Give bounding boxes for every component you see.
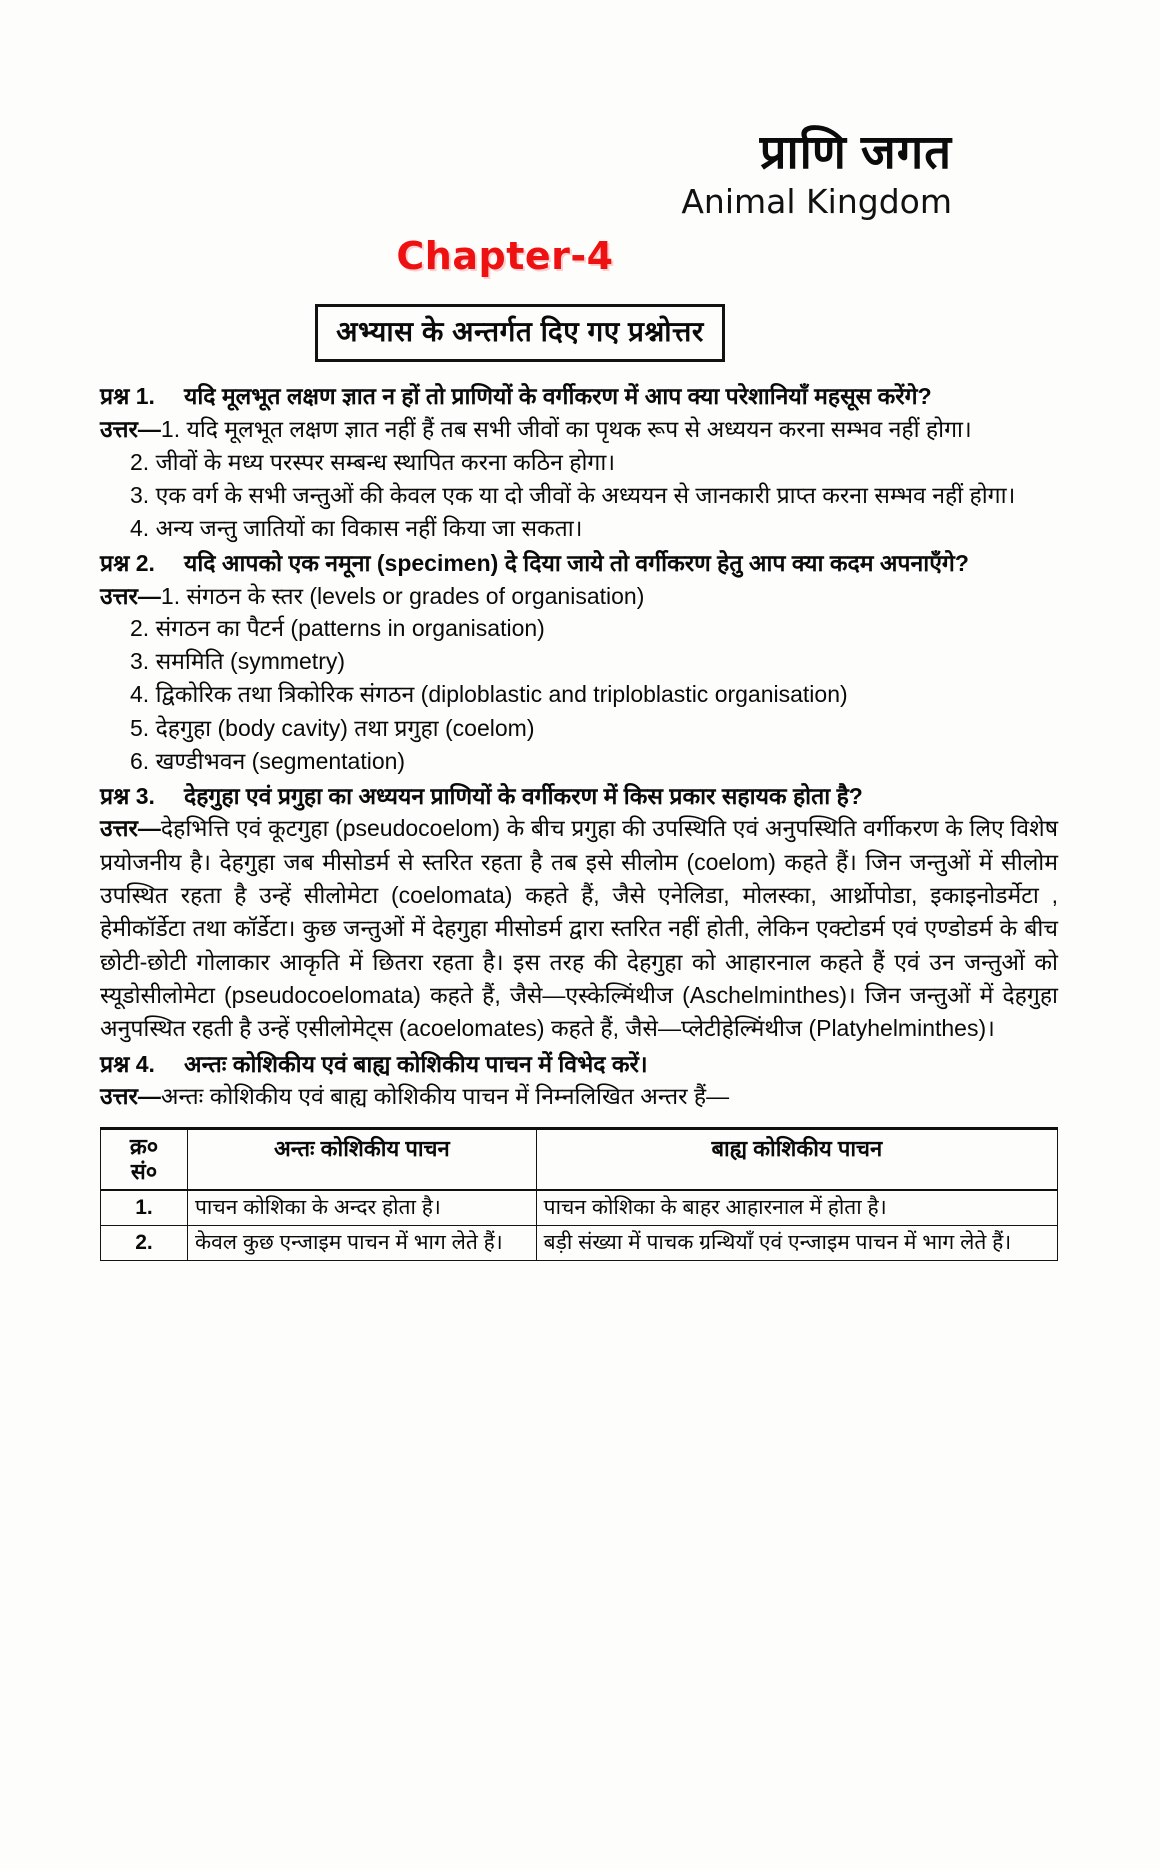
answer-1-item-4: 4. अन्य जन्तु जातियों का विकास नहीं किया जा सकता।	[130, 514, 583, 541]
comparison-table	[100, 1127, 1058, 1261]
question-block-2	[100, 547, 1058, 778]
answer-1-label: उत्तर—	[100, 415, 161, 442]
table-header-sn-line2: सं०	[130, 1159, 158, 1185]
page-title-english: Animal Kingdom	[681, 182, 952, 221]
answer-2-item-4: 4. द्विकोरिक तथा त्रिकोरिक संगठन (diploblastic and triploblastic organisation)	[130, 681, 848, 708]
answer-1-item-2: 2. जीवों के मध्य परस्पर सम्बन्ध स्थापित करना कठिन होगा।	[130, 448, 616, 475]
chapter-label: Chapter-4	[396, 234, 614, 279]
question-4-text: अन्तः कोशिकीय एवं बाह्य कोशिकीय पाचन में विभेद करें।	[184, 1050, 648, 1077]
question-2-line	[100, 547, 1058, 580]
answer-4-lead: अन्तः कोशिकीय एवं बाह्य कोशिकीय पाचन में निम्नलिखित अन्तर हैं—	[160, 1083, 730, 1110]
question-1-text: यदि मूलभूत लक्षण ज्ञात न हों तो प्राणियों के वर्गीकरण में आप क्या परेशानियाँ महसूस करेंगे?	[184, 383, 932, 410]
answer-2-first-item: 1. संगठन के स्तर (levels or grades of organisation)	[160, 582, 645, 609]
table-row-2-extracellular: बड़ी संख्या में पाचक ग्रन्थियाँ एवं एन्जाइम पाचन में भाग लेते हैं।	[536, 1226, 1057, 1261]
document-content	[0, 380, 1160, 1261]
answer-3-paragraph	[100, 812, 1058, 1045]
answer-2-item-6: 6. खण्डीभवन (segmentation)	[130, 747, 406, 774]
table-row-1-extracellular: पाचन कोशिका के बाहर आहारनाल में होता है।	[536, 1190, 1057, 1226]
page-header	[0, 0, 1160, 222]
question-3-line	[100, 780, 1058, 813]
boxed-heading-wrapper	[0, 304, 1160, 362]
table-row	[101, 1226, 1058, 1261]
table-row-2-intracellular: केवल कुछ एन्जाइम पाचन में भाग लेते हैं।	[188, 1226, 537, 1261]
table-header-row	[101, 1129, 1058, 1190]
table-row	[101, 1190, 1058, 1226]
question-block-1	[100, 380, 1058, 545]
table-body	[101, 1190, 1058, 1261]
question-3-text: देहगुहा एवं प्रगुहा का अध्ययन प्राणियों के वर्गीकरण में किस प्रकार सहायक होता है?	[184, 782, 863, 809]
answer-1-item-3: 3. एक वर्ग के सभी जन्तुओं की केवल एक या दो जीवों के अध्ययन से जानकारी प्राप्त करना सम्भव नहीं होगा।	[130, 481, 1016, 508]
question-block-4	[100, 1048, 1058, 1262]
table-row-1-intracellular: पाचन कोशिका के अन्दर होता है।	[188, 1190, 537, 1226]
answer-1-first-item: 1. यदि मूलभूत लक्षण ज्ञात नहीं हैं तब सभी जीवों का पृथक रूप से अध्ययन करना सम्भव नहीं होगा।	[160, 415, 972, 442]
table-row-1-sn: 1.	[101, 1190, 188, 1226]
page-title-hindi: प्राणि जगत	[759, 125, 952, 178]
answer-2-label: उत्तर—	[100, 582, 161, 609]
answer-4-label: उत्तर—	[100, 1083, 161, 1110]
exercise-heading: अभ्यास के अन्तर्गत दिए गए प्रश्नोत्तर	[315, 304, 725, 362]
question-2-label: प्रश्न 2.	[100, 549, 155, 576]
answer-3-body: देहभित्ति एवं कूटगुहा (pseudocoelom) के बीच प्रगुहा की उपस्थिति एवं अनुपस्थिति वर्गीकरण के लिए विशेष प्रयोजनीय है। देहगुहा जब मीसोडर्म से स्तरित रहता है तब इसे सीलोम (coelom) कहते हैं। जिन जन्तुओं में सीलोम उपस्थित रहता है उन्हें सीलोमेटा (coelomata) कहते हैं, जैसे एनेलिडा, मोलस्का, आर्थ्रोपोडा, इकाइनोडर्मेटा , हेमीकॉर्डेटा तथा कॉर्डेटा। कुछ जन्तुओं में देहगुहा मीसोडर्म द्वारा स्तरित नहीं होती, लेकिन एक्टोडर्म एवं एण्डोडर्म के बीच छोटी-छोटी गोलाकार आकृति में छितरा रहता है। इस तरह की देहगुहा को आहारनाल कहते हैं एवं उन जन्तुओं को स्यूडोसीलोमेटा (pseudocoelomata) कहते हैं, जैसे—एस्केल्मिंथीज (Aschelminthes)। जिन जन्तुओं में देहगुहा अनुपस्थित रहती है उन्हें एसीलोमेट्स (acoelomates) कहते हैं, जैसे—प्लेटीहेल्मिंथीज (Platyhelminthes)।	[100, 815, 1058, 1042]
answer-2-item-3: 3. सममिति (symmetry)	[130, 648, 346, 675]
table-header-sn	[101, 1129, 188, 1190]
answer-3-label: उत्तर—	[100, 815, 161, 842]
answer-4-lead-line	[100, 1080, 1058, 1113]
answer-2-item-2: 2. संगठन का पैटर्न (patterns in organisation)	[130, 615, 545, 642]
question-block-3	[100, 780, 1058, 1046]
table-header-sn-line1: क्र०	[129, 1134, 159, 1160]
question-3-label: प्रश्न 3.	[100, 782, 155, 809]
answer-1-first-line	[100, 413, 1058, 446]
answer-2-first-line	[100, 580, 1058, 613]
chapter-line	[0, 234, 1160, 278]
answer-2-item-5: 5. देहगुहा (body cavity) तथा प्रगुहा (coelom)	[130, 714, 535, 741]
question-4-label: प्रश्न 4.	[100, 1050, 155, 1077]
table-row-2-sn: 2.	[101, 1226, 188, 1261]
table-header-intracellular: अन्तः कोशिकीय पाचन	[188, 1129, 537, 1190]
question-2-text: यदि आपको एक नमूना (specimen) दे दिया जाये तो वर्गीकरण हेतु आप क्या कदम अपनाएँगे?	[184, 549, 969, 576]
question-4-line	[100, 1048, 1058, 1081]
question-1-line	[100, 380, 1058, 413]
table-header-extracellular: बाह्य कोशिकीय पाचन	[536, 1129, 1057, 1190]
question-1-label: प्रश्न 1.	[100, 383, 155, 410]
table-head	[101, 1129, 1058, 1190]
